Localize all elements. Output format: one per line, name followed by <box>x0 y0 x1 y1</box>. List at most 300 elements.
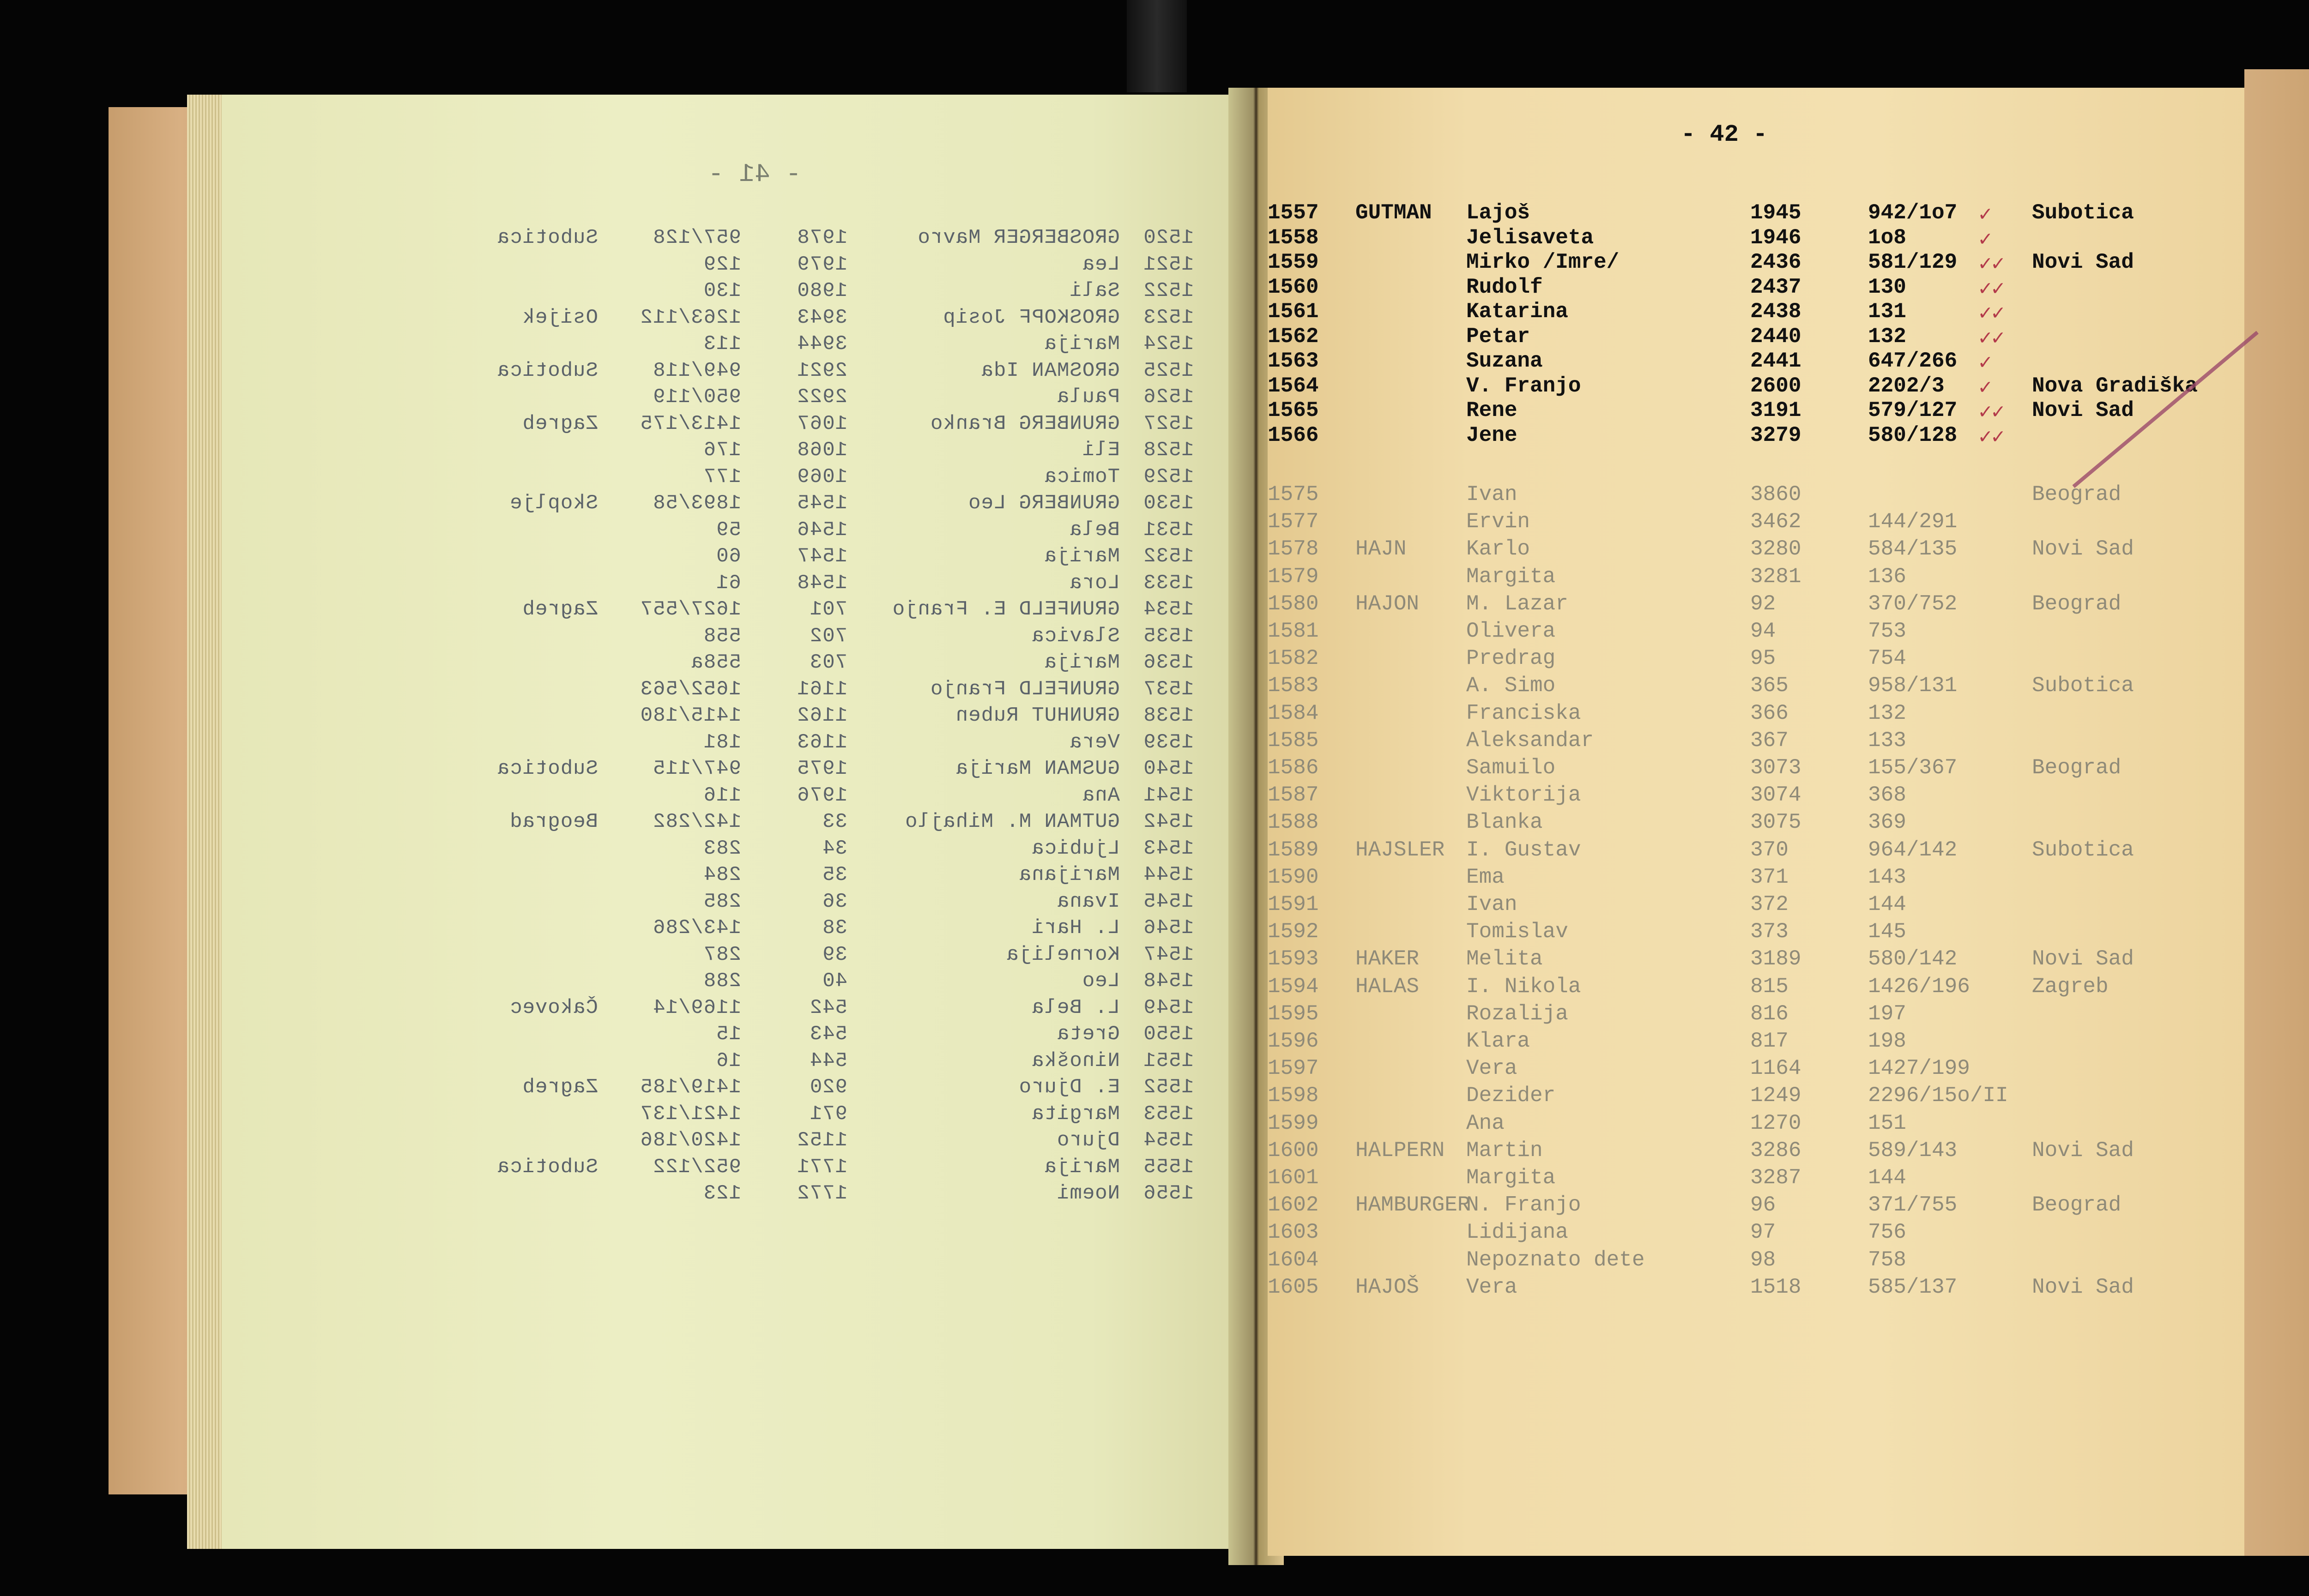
record-number: 3073 <box>1750 756 1801 780</box>
record-number: 367 <box>1750 728 1789 753</box>
city-name: Subotica <box>496 1155 598 1179</box>
entry-number: 1533 <box>1143 571 1194 595</box>
person-name: GROSKOPF Josip <box>943 306 1120 329</box>
record-number: 543 <box>809 1023 847 1046</box>
record-number: 1945 <box>1750 201 1801 225</box>
reference-number: 144 <box>1868 892 1906 916</box>
entry-number: 1520 <box>1143 226 1194 249</box>
record-number: 3943 <box>797 306 847 329</box>
faded-register-row <box>1268 537 2274 565</box>
person-name: L. Hari <box>1031 916 1120 940</box>
reference-number: 952/122 <box>653 1155 741 1179</box>
reference-number: 949/118 <box>653 359 741 382</box>
entry-number: 1534 <box>1143 598 1194 621</box>
record-number: 1547 <box>797 545 847 568</box>
entry-number: 1589 <box>1268 837 1319 862</box>
reference-number: 558a <box>690 651 741 674</box>
reference-number: 151 <box>1868 1111 1906 1135</box>
entry-number: 1575 <box>1268 482 1319 506</box>
entry-number: 1598 <box>1268 1084 1319 1108</box>
city-name: Zagreb <box>522 412 598 435</box>
given-name: V. Franjo <box>1466 373 1581 398</box>
record-number: 33 <box>822 810 847 833</box>
entry-number: 1540 <box>1143 757 1194 780</box>
reference-number: 132 <box>1868 324 1906 349</box>
given-name: I. Gustav <box>1466 837 1581 862</box>
reference-number: 1652/563 <box>640 677 741 701</box>
faded-register-row <box>1268 482 2274 510</box>
reference-number: 177 <box>703 465 741 488</box>
city-name: Beograd <box>2032 756 2122 780</box>
reference-number: 155/367 <box>1868 756 1958 780</box>
record-number: 1772 <box>797 1182 847 1205</box>
record-number: 34 <box>822 837 847 860</box>
record-number: 2922 <box>797 385 847 409</box>
check-mark-icon: ✓ <box>1979 351 1992 375</box>
check-mark-icon: ✓✓ <box>1979 253 2005 277</box>
given-name: Suzana <box>1466 349 1543 373</box>
reference-number: 130 <box>703 279 741 302</box>
entry-number: 1563 <box>1268 349 1319 373</box>
record-number: 1162 <box>797 704 847 727</box>
entry-number: 1559 <box>1268 250 1319 274</box>
person-name: GRUNBERG Branko <box>930 412 1120 435</box>
record-number: 702 <box>809 624 847 648</box>
reference-number: 579/127 <box>1868 398 1958 422</box>
faded-register-row <box>1268 1056 2274 1084</box>
register-row <box>1268 300 2274 327</box>
reference-number: 176 <box>703 439 741 462</box>
entry-number: 1523 <box>1143 306 1194 329</box>
entry-number: 1535 <box>1143 624 1194 648</box>
city-name: Subotica <box>2032 201 2134 225</box>
faded-register-row <box>1268 1275 2274 1303</box>
reference-number: 1169/14 <box>653 996 741 1019</box>
entry-number: 1586 <box>1268 756 1319 780</box>
given-name: Jelisaveta <box>1466 225 1594 250</box>
reference-number: 754 <box>1868 646 1906 671</box>
record-number: 370 <box>1750 837 1789 862</box>
entry-number: 1581 <box>1268 619 1319 643</box>
entry-number: 1578 <box>1268 537 1319 561</box>
record-number: 94 <box>1750 619 1776 643</box>
person-name: E. Djuro <box>1018 1076 1120 1099</box>
reference-number: 1420/186 <box>640 1129 741 1152</box>
faded-register-row <box>1268 1084 2274 1111</box>
person-name: Margita <box>1031 1102 1120 1126</box>
entry-number: 1584 <box>1268 701 1319 725</box>
entry-number: 1577 <box>1268 510 1319 534</box>
given-name: M. Lazar <box>1466 591 1568 616</box>
faded-register-row <box>1268 810 2274 838</box>
faded-register-row <box>1268 947 2274 975</box>
faded-register-row <box>1268 756 2274 783</box>
reference-number: 964/142 <box>1868 837 1958 862</box>
register-row <box>1268 201 2274 229</box>
faded-register-row <box>1268 783 2274 811</box>
reference-number: 2296/15o/II <box>1868 1084 2008 1108</box>
record-number: 2436 <box>1750 250 1801 274</box>
register-row <box>1268 349 2274 377</box>
record-number: 3189 <box>1750 947 1801 971</box>
entry-number: 1601 <box>1268 1166 1319 1190</box>
reference-number: 758 <box>1868 1247 1906 1272</box>
faded-register-row <box>1268 1002 2274 1030</box>
person-name: Sali <box>1069 279 1120 302</box>
given-name: Rozalija <box>1466 1001 1568 1026</box>
person-name: Eli <box>1082 439 1120 462</box>
entry-number: 1526 <box>1143 385 1194 409</box>
given-name: Vera <box>1466 1056 1517 1081</box>
entry-number: 1588 <box>1268 810 1319 835</box>
given-name: Ivan <box>1466 482 1517 506</box>
reference-number: 1627/557 <box>640 598 741 621</box>
entry-number: 1527 <box>1143 412 1194 435</box>
entry-number: 1564 <box>1268 373 1319 398</box>
given-name: Franciska <box>1466 701 1581 725</box>
reference-number: 942/1o7 <box>1868 201 1958 225</box>
faded-register-row <box>1268 1248 2274 1276</box>
record-number: 36 <box>822 890 847 913</box>
check-mark-icon: ✓✓ <box>1979 302 2005 326</box>
city-name: Beograd <box>2032 591 2122 616</box>
faded-register-row <box>1268 920 2274 947</box>
record-number: 817 <box>1750 1029 1789 1053</box>
record-number: 2441 <box>1750 349 1801 373</box>
entry-number: 1599 <box>1268 1111 1319 1135</box>
person-name: Vera <box>1069 730 1120 754</box>
record-number: 366 <box>1750 701 1789 725</box>
given-name: I. Nikola <box>1466 974 1581 999</box>
entry-number: 1605 <box>1268 1275 1319 1299</box>
register-row <box>1268 398 2274 426</box>
given-name: Blanka <box>1466 810 1543 835</box>
left-page-bleedthrough-text <box>222 95 1245 1549</box>
surname: HAMBURGER <box>1355 1193 1470 1217</box>
record-number: 816 <box>1750 1001 1789 1026</box>
entry-number: 1592 <box>1268 920 1319 944</box>
reference-number: 1893/58 <box>653 492 741 515</box>
register-row <box>1268 275 2274 303</box>
given-name: Tomislav <box>1466 920 1568 944</box>
reference-number: 283 <box>703 837 741 860</box>
faded-register-row <box>1268 892 2274 920</box>
reference-number: 1413/175 <box>640 412 741 435</box>
record-number: 1161 <box>797 677 847 701</box>
city-name: Novi Sad <box>2032 537 2134 561</box>
surname: HAKER <box>1355 947 1420 971</box>
given-name: Ana <box>1466 1111 1505 1135</box>
person-name: GRUNFELD E. Franjo <box>892 598 1120 621</box>
record-number: 3281 <box>1750 564 1801 589</box>
entry-number: 1580 <box>1268 591 1319 616</box>
reference-number: 1o8 <box>1868 225 1906 250</box>
reference-number: 287 <box>703 943 741 966</box>
record-number: 1069 <box>797 465 847 488</box>
reference-number: 950/119 <box>653 385 741 409</box>
check-mark-icon: ✓ <box>1979 203 1992 227</box>
record-number: 3279 <box>1750 423 1801 447</box>
city-name: Osijek <box>522 306 598 329</box>
record-number: 544 <box>809 1049 847 1072</box>
faded-register-row <box>1268 565 2274 592</box>
reference-number: 116 <box>703 783 741 807</box>
faded-register-row <box>1268 865 2274 893</box>
given-name: Martin <box>1466 1138 1543 1162</box>
surname: HAJOŠ <box>1355 1275 1420 1299</box>
reference-number: 369 <box>1868 810 1906 835</box>
person-name: Noemi <box>1056 1182 1120 1205</box>
entry-number: 1595 <box>1268 1001 1319 1026</box>
entry-number: 1541 <box>1143 783 1194 807</box>
record-number: 1270 <box>1750 1111 1801 1135</box>
record-number: 971 <box>809 1102 847 1126</box>
city-name: Nova Gradiška <box>2032 373 2198 398</box>
person-name: Lea <box>1082 253 1120 276</box>
reference-number: 1427/199 <box>1868 1056 1970 1081</box>
entry-number: 1558 <box>1268 225 1319 250</box>
record-number: 3287 <box>1750 1166 1801 1190</box>
reference-number: 144 <box>1868 1166 1906 1190</box>
reference-number: 145 <box>1868 920 1906 944</box>
reference-number: 1426/196 <box>1868 974 1970 999</box>
entry-number: 1552 <box>1143 1076 1194 1099</box>
given-name: Ervin <box>1466 510 1530 534</box>
entry-number: 1544 <box>1143 863 1194 886</box>
check-mark-icon: ✓✓ <box>1979 425 2005 450</box>
faded-register-row <box>1268 1193 2274 1221</box>
given-name: Ema <box>1466 865 1505 889</box>
person-name: GRUNBERG Leo <box>968 492 1120 515</box>
check-mark-icon: ✓✓ <box>1979 326 2005 351</box>
entry-number: 1542 <box>1143 810 1194 833</box>
record-number: 3286 <box>1750 1138 1801 1162</box>
reference-number: 288 <box>703 970 741 993</box>
person-name: GROSBERGER Mavro <box>917 226 1120 249</box>
check-mark-icon: ✓ <box>1979 228 1992 252</box>
reference-number: 142/282 <box>653 810 741 833</box>
entry-number: 1538 <box>1143 704 1194 727</box>
person-name: Marija <box>1044 332 1120 355</box>
reference-number: 136 <box>1868 564 1906 589</box>
entry-number: 1587 <box>1268 783 1319 807</box>
reference-number: 580/128 <box>1868 423 1958 447</box>
register-row <box>1268 325 2274 352</box>
record-number: 1545 <box>797 492 847 515</box>
record-number: 371 <box>1750 865 1789 889</box>
surname: HALPERN <box>1355 1138 1445 1162</box>
given-name: Margita <box>1466 564 1556 589</box>
reference-number: 284 <box>703 863 741 886</box>
reference-number: 370/752 <box>1868 591 1958 616</box>
person-name: Bela <box>1069 518 1120 542</box>
person-name: GUSMAN Marija <box>955 757 1120 780</box>
reference-number: 958/131 <box>1868 674 1958 698</box>
record-number: 1067 <box>797 412 847 435</box>
faded-register-row <box>1268 619 2274 647</box>
reference-number: 371/755 <box>1868 1193 1958 1217</box>
given-name: Jene <box>1466 423 1517 447</box>
person-name: Ljubica <box>1031 837 1120 860</box>
entry-number: 1602 <box>1268 1193 1319 1217</box>
city-name: Novi Sad <box>2032 947 2134 971</box>
check-mark-icon: ✓✓ <box>1979 277 2005 301</box>
entry-number: 1524 <box>1143 332 1194 355</box>
entry-number: 1547 <box>1143 943 1194 966</box>
record-number: 2600 <box>1750 373 1801 398</box>
person-name: Marijana <box>1018 863 1120 886</box>
record-number: 3074 <box>1750 783 1801 807</box>
entry-number: 1561 <box>1268 300 1319 324</box>
entry-number: 1597 <box>1268 1056 1319 1081</box>
person-name: Tomica <box>1044 465 1120 488</box>
reference-number: 753 <box>1868 619 1906 643</box>
given-name: Lidijana <box>1466 1220 1568 1245</box>
given-name: N. Franjo <box>1466 1193 1581 1217</box>
given-name: Samuilo <box>1466 756 1556 780</box>
check-mark-icon: ✓✓ <box>1979 401 2005 425</box>
reference-number: 580/142 <box>1868 947 1958 971</box>
city-name: Beograd <box>2032 1193 2122 1217</box>
person-name: GRUNFELD Franjo <box>930 677 1120 701</box>
person-name: Leo <box>1082 970 1120 993</box>
entry-number: 1521 <box>1143 253 1194 276</box>
reference-number: 756 <box>1868 1220 1906 1245</box>
person-name: L. Bela <box>1031 996 1120 1019</box>
reference-number: 647/266 <box>1868 349 1958 373</box>
entry-number: 1582 <box>1268 646 1319 671</box>
register-row <box>1268 226 2274 253</box>
record-number: 701 <box>809 598 847 621</box>
register-row <box>1268 374 2274 402</box>
city-name: Subotica <box>2032 674 2134 698</box>
city-name: Novi Sad <box>2032 398 2134 422</box>
reference-number: 59 <box>716 518 741 542</box>
reference-number: 131 <box>1868 300 1906 324</box>
person-name: Marija <box>1044 545 1120 568</box>
surname: GUTMAN <box>1355 201 1432 225</box>
reference-number: 584/135 <box>1868 537 1958 561</box>
person-name: Kornelija <box>1006 943 1120 966</box>
faded-register-row <box>1268 510 2274 537</box>
entry-number: 1546 <box>1143 916 1194 940</box>
city-name: Subotica <box>496 757 598 780</box>
reference-number: 132 <box>1868 701 1906 725</box>
faded-register-row <box>1268 1138 2274 1166</box>
entry-number: 1543 <box>1143 837 1194 860</box>
record-number: 98 <box>1750 1247 1776 1272</box>
record-number: 373 <box>1750 920 1789 944</box>
right-page-number: - 42 - <box>1681 121 1768 148</box>
record-number: 1152 <box>797 1129 847 1152</box>
reference-number: 133 <box>1868 728 1906 753</box>
record-number: 39 <box>822 943 847 966</box>
record-number: 1163 <box>797 730 847 754</box>
faded-register-row <box>1268 1111 2274 1139</box>
record-number: 365 <box>1750 674 1789 698</box>
city-name: Subotica <box>496 226 598 249</box>
entry-number: 1539 <box>1143 730 1194 754</box>
entry-number: 1531 <box>1143 518 1194 542</box>
record-number: 97 <box>1750 1220 1776 1245</box>
record-number: 3860 <box>1750 482 1801 506</box>
faded-register-row <box>1268 1166 2274 1193</box>
record-number: 1164 <box>1750 1056 1801 1081</box>
reference-number: 589/143 <box>1868 1138 1958 1162</box>
city-name: Zagreb <box>522 1076 598 1099</box>
given-name: Rudolf <box>1466 275 1543 299</box>
entry-number: 1553 <box>1143 1102 1194 1126</box>
given-name: Petar <box>1466 324 1530 349</box>
given-name: Ivan <box>1466 892 1517 916</box>
faded-register-row <box>1268 674 2274 701</box>
person-name: Slavica <box>1031 624 1120 648</box>
record-number: 372 <box>1750 892 1789 916</box>
surname: HAJN <box>1355 537 1407 561</box>
entry-number: 1530 <box>1143 492 1194 515</box>
record-number: 38 <box>822 916 847 940</box>
entry-number: 1549 <box>1143 996 1194 1019</box>
reference-number: 585/137 <box>1868 1275 1958 1299</box>
entry-number: 1555 <box>1143 1155 1194 1179</box>
reference-number: 61 <box>716 571 741 595</box>
city-name: Beograd <box>509 810 598 833</box>
record-number: 1068 <box>797 439 847 462</box>
record-number: 1976 <box>797 783 847 807</box>
person-name: Djuro <box>1056 1129 1120 1152</box>
person-name: Marija <box>1044 651 1120 674</box>
reference-number: 143/286 <box>653 916 741 940</box>
entry-number: 1585 <box>1268 728 1319 753</box>
record-number: 1975 <box>797 757 847 780</box>
city-name: Subotica <box>496 359 598 382</box>
reference-number: 130 <box>1868 275 1906 299</box>
record-number: 920 <box>809 1076 847 1099</box>
reference-number: 15 <box>716 1023 741 1046</box>
record-number: 1946 <box>1750 225 1801 250</box>
city-name: Beograd <box>2032 482 2122 506</box>
entry-number: 1554 <box>1143 1129 1194 1152</box>
city-name: Skoplje <box>509 492 598 515</box>
record-number: 815 <box>1750 974 1789 999</box>
record-number: 3462 <box>1750 510 1801 534</box>
reference-number: 1263/112 <box>640 306 741 329</box>
record-number: 35 <box>822 863 847 886</box>
entry-number: 1565 <box>1268 398 1319 422</box>
entry-number: 1600 <box>1268 1138 1319 1162</box>
record-number: 40 <box>822 970 847 993</box>
person-name: GROSMAN Ida <box>980 359 1120 382</box>
record-number: 3280 <box>1750 537 1801 561</box>
given-name: Karlo <box>1466 537 1530 561</box>
given-name: A. Simo <box>1466 674 1556 698</box>
city-name: Novi Sad <box>2032 1138 2134 1162</box>
record-number: 2437 <box>1750 275 1801 299</box>
record-number: 96 <box>1750 1193 1776 1217</box>
reference-number: 113 <box>703 332 741 355</box>
entry-number: 1603 <box>1268 1220 1319 1245</box>
entry-number: 1532 <box>1143 545 1194 568</box>
person-name: Paula <box>1056 385 1120 409</box>
record-number: 1980 <box>797 279 847 302</box>
reference-number: 957/128 <box>653 226 741 249</box>
reference-number: 198 <box>1868 1029 1906 1053</box>
reference-number: 1415/180 <box>640 704 741 727</box>
reference-number: 558 <box>703 624 741 648</box>
city-name: Čakovec <box>509 996 598 1019</box>
entry-number: 1583 <box>1268 674 1319 698</box>
given-name: Predrag <box>1466 646 1556 671</box>
